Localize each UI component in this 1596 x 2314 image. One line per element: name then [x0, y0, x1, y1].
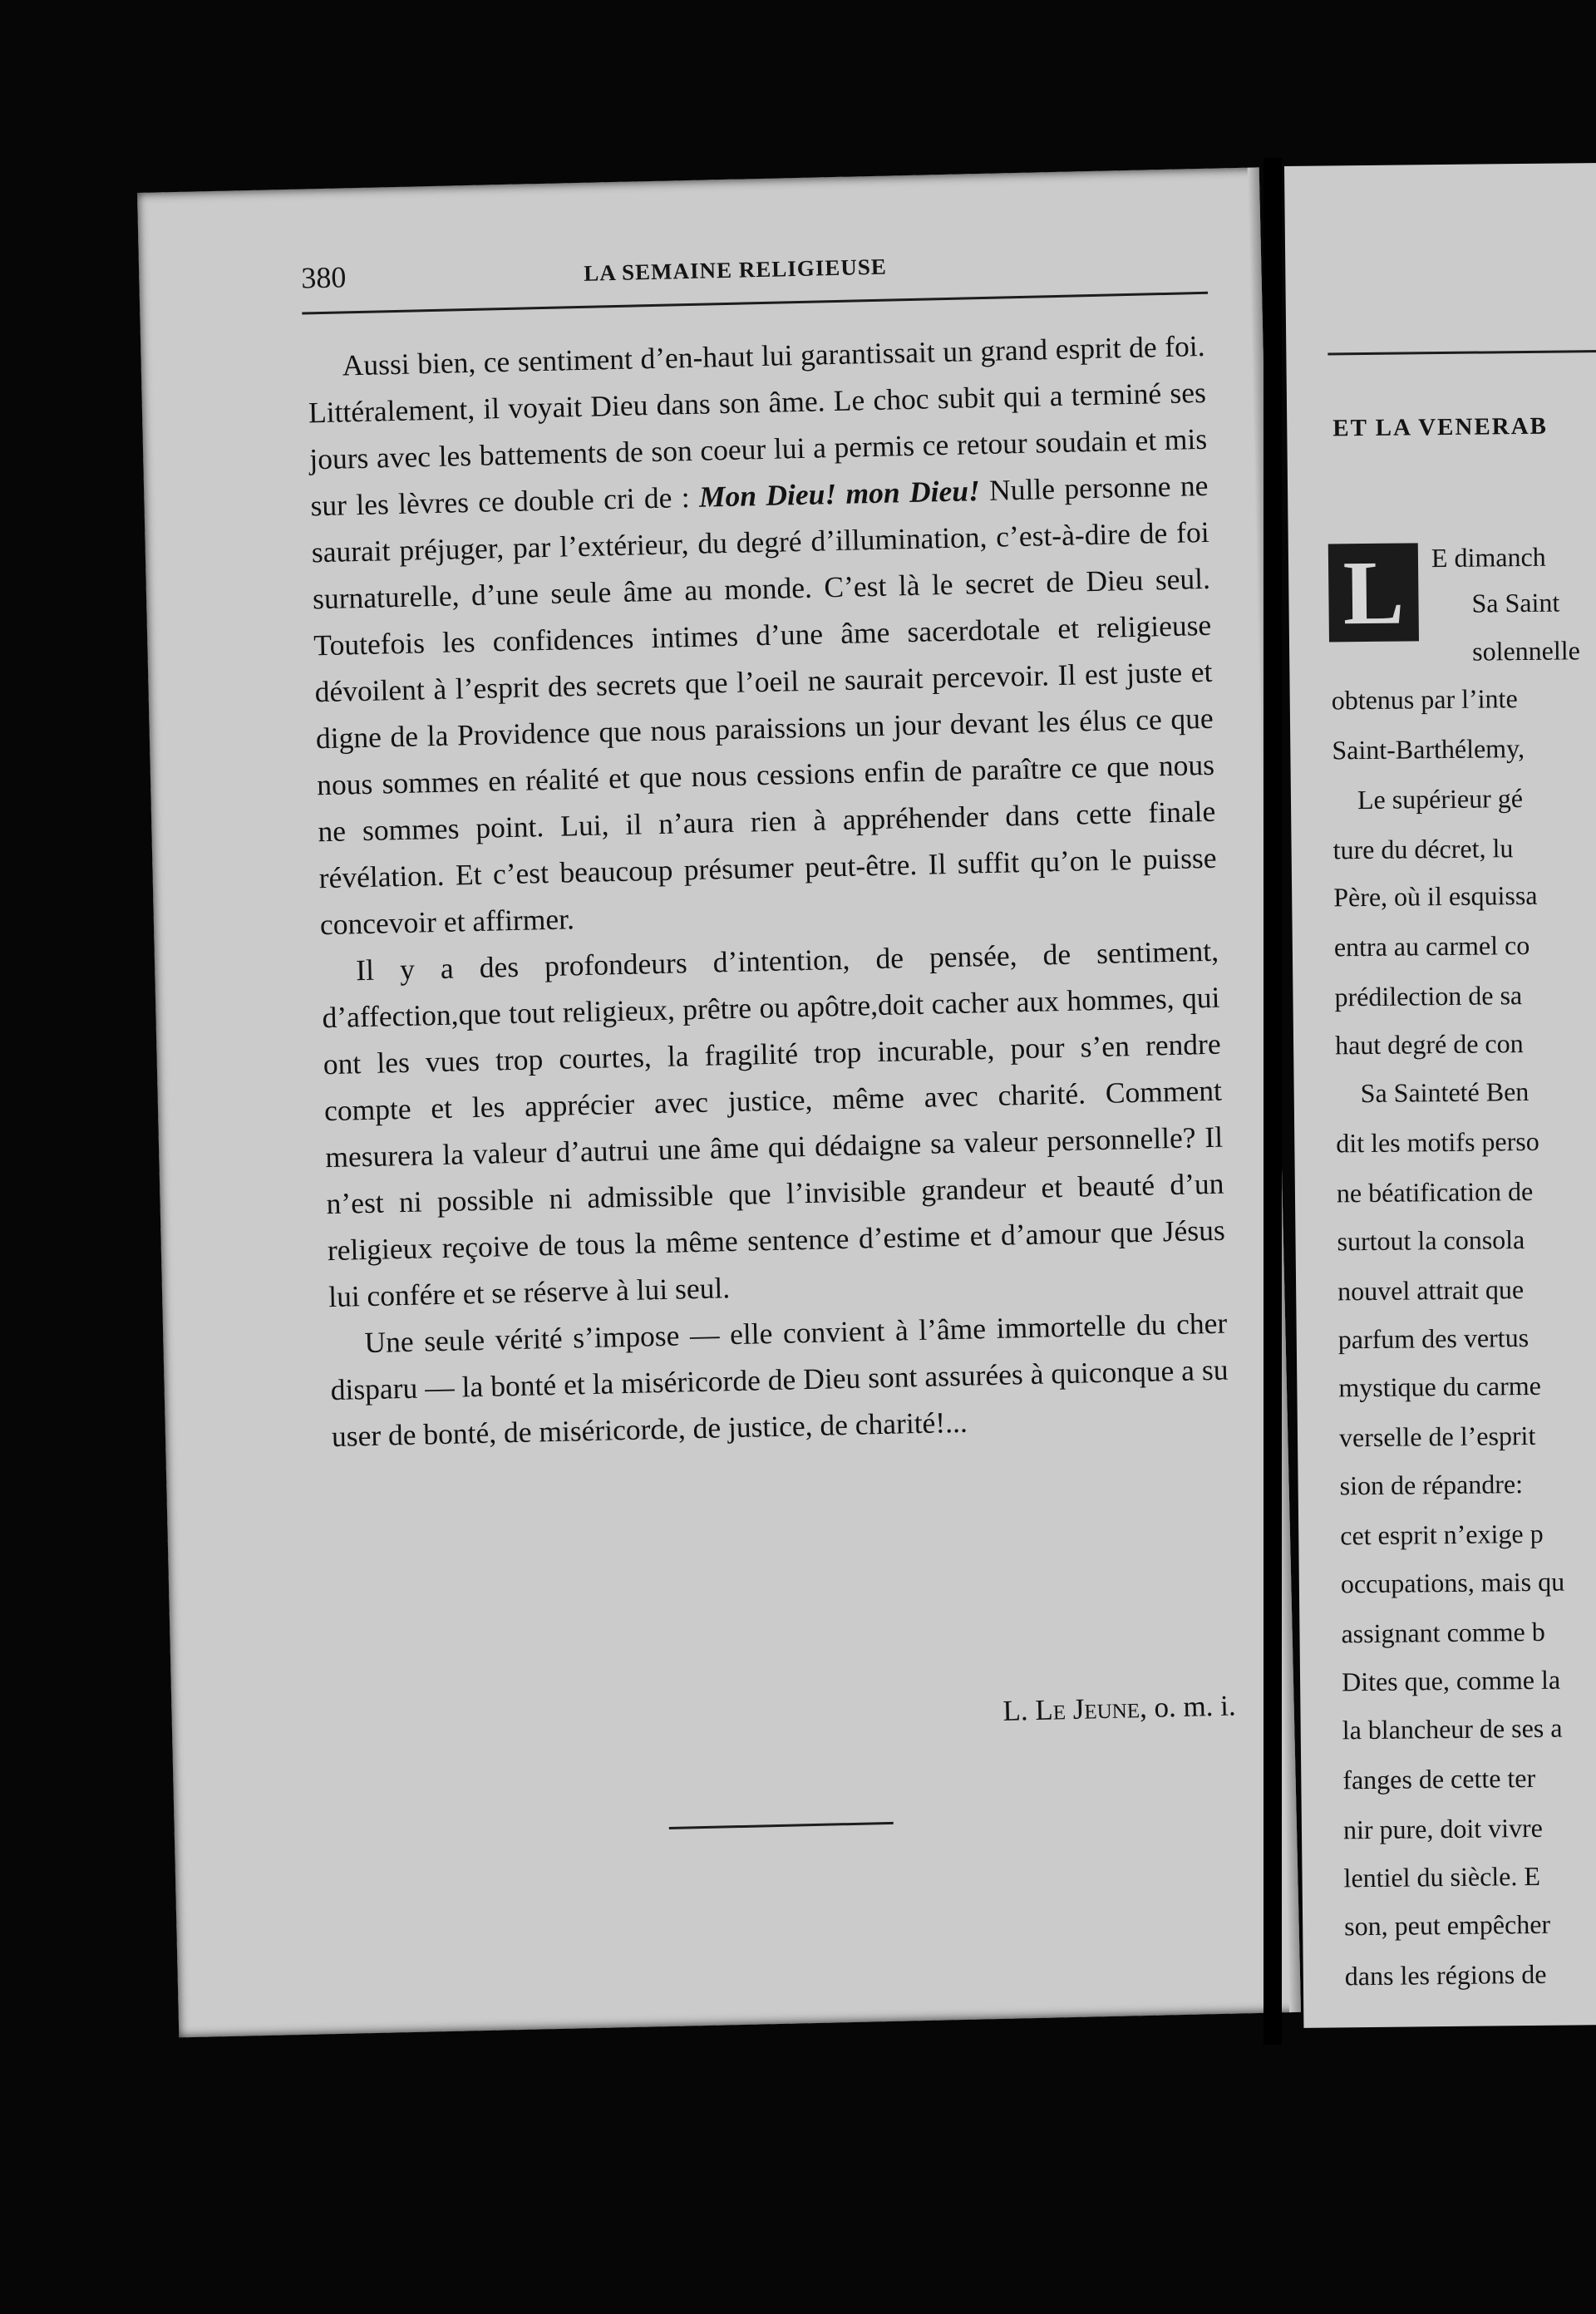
right-text-line: Père, où il esquissa — [1333, 879, 1538, 913]
right-text-line: fanges de cette ter — [1342, 1762, 1536, 1795]
right-text-line: la blancheur de ses a — [1342, 1712, 1563, 1745]
right-text-line: obtenus par l’inte — [1331, 683, 1518, 716]
right-text-line: cet esprit n’exige p — [1340, 1518, 1544, 1551]
author-signature — [337, 1689, 1236, 1742]
right-text-line: nir pure, doit vivre — [1342, 1812, 1544, 1845]
right-text-line: entra au carmel co — [1333, 929, 1530, 963]
page-number: 380 — [300, 260, 347, 295]
right-text-line: dit les motifs perso — [1336, 1125, 1539, 1159]
right-text-line: parfum des vertus — [1337, 1322, 1530, 1355]
paragraph-1 — [307, 322, 1218, 948]
gutter-shadow — [1264, 158, 1282, 2045]
right-text-line: dans les régions de — [1344, 1958, 1547, 1992]
right-text-line: mystique du carme — [1338, 1370, 1542, 1403]
end-rule — [669, 1822, 894, 1829]
right-heading: ET LA VENERAB — [1332, 412, 1549, 442]
running-head — [301, 240, 1216, 311]
right-text-line: Sa Saint — [1471, 587, 1560, 618]
running-title: LA SEMAINE RELIGIEUSE — [583, 254, 888, 286]
signature-suffix: , o. m. i. — [1139, 1689, 1237, 1725]
right-header-rule — [1328, 348, 1596, 355]
right-text-line: ne béatification de — [1336, 1175, 1534, 1209]
right-text-line: E dimanch — [1431, 541, 1546, 574]
right-text-line: haut degré de con — [1334, 1028, 1524, 1061]
right-text-line: Dites que, comme la — [1341, 1664, 1561, 1697]
right-text-line: sion de répandre: — [1339, 1469, 1524, 1501]
right-page — [1284, 162, 1596, 2028]
paragraph-1-emphasis: Mon Dieu! mon Dieu! — [698, 474, 981, 514]
paragraph-1-text-a: Aussi bien, ce sentiment d’en-haut lui garantissait un grand esprit de foi. Littéralement, il voyait Dieu dans son âme. Le choc subit qui a terminé ses jours avec les battements de son coeur lui a permis ce retour soudain et mis sur les lèvres ce double cri de : — [308, 328, 1208, 523]
right-text-line: occupations, mais qu — [1340, 1566, 1565, 1599]
right-text-line: verselle de l’esprit — [1338, 1420, 1536, 1453]
right-text-line: prédilection de sa — [1334, 980, 1523, 1012]
right-text-line: Saint-Barthélemy, — [1332, 733, 1525, 766]
right-text-line: son, peut empêcher — [1343, 1908, 1551, 1942]
right-text-line: assignant comme b — [1341, 1616, 1545, 1649]
paragraph-2: Il y a des profondeurs d’intention, de pensée, de sentiment, d’affection,que tout religieux, prêtre ou apôtre,doit cacher aux hommes, qui ont les vues trop courtes, la fragilité trop incurable, pour s’en rendre compte et les apprécier avec justice, même avec charité. Comment mesurera la valeur d’autrui une âme qui dédaigne sa valeur personnelle? Il n’est ni possible ni admissible que l’invisible grandeur et beauté d’un religieux reçoive de tous la même sentence d’estime et d’amour que Jésus lui confére et se réserve à lui seul. — [322, 933, 1226, 1314]
signature-surname: Le Jeune — [1034, 1691, 1140, 1726]
ornamental-drop-cap: L — [1328, 543, 1419, 642]
right-text-line: Sa Sainteté Ben — [1360, 1076, 1530, 1109]
right-text-line: surtout la consola — [1337, 1224, 1525, 1257]
right-text-line: ture du décret, lu — [1332, 833, 1514, 865]
right-text-line: Le supérieur gé — [1357, 783, 1524, 815]
right-text-line: lentiel du siècle. E — [1343, 1860, 1541, 1893]
right-text-line: nouvel attrait que — [1337, 1274, 1525, 1307]
paragraph-3: Une seule vérité s’impose — elle convient à l’âme immortelle du cher disparu — la bonté et la miséricorde de Dieu sont assurées à quiconque a su user de bonté, de miséricorde, de justice, de charité!... — [330, 1306, 1229, 1454]
right-text-line: solennelle — [1471, 635, 1581, 667]
signature-initial: L. — [1002, 1693, 1036, 1727]
paragraph-1-text-b: Nulle personne ne saurait préjuger, par l’extérieur, du degré d’illumination, c’est-à-dire de foi surnaturelle, d’une seule âme au monde. C’est là le secret de Dieu seul. Toutefois les confidences intimes d’une âme sacerdotale et religieuse dévoilent à l’esprit des secrets que l’oeil ne saurait percevoir. Il est juste et digne de la Providence que nous paraissions un jour devant les élus ce que nous sommes en réalité et que nous cessions enfin de paraître ce que nous ne sommes point. Lui, il n’aura rien à appréhender dans cette finale révélation. Et c’est beaucoup présumer peut-être. Il suffit qu’on le puisse concevoir et affirmer. — [311, 468, 1217, 942]
left-page — [137, 167, 1301, 2037]
article-body — [307, 322, 1229, 1460]
